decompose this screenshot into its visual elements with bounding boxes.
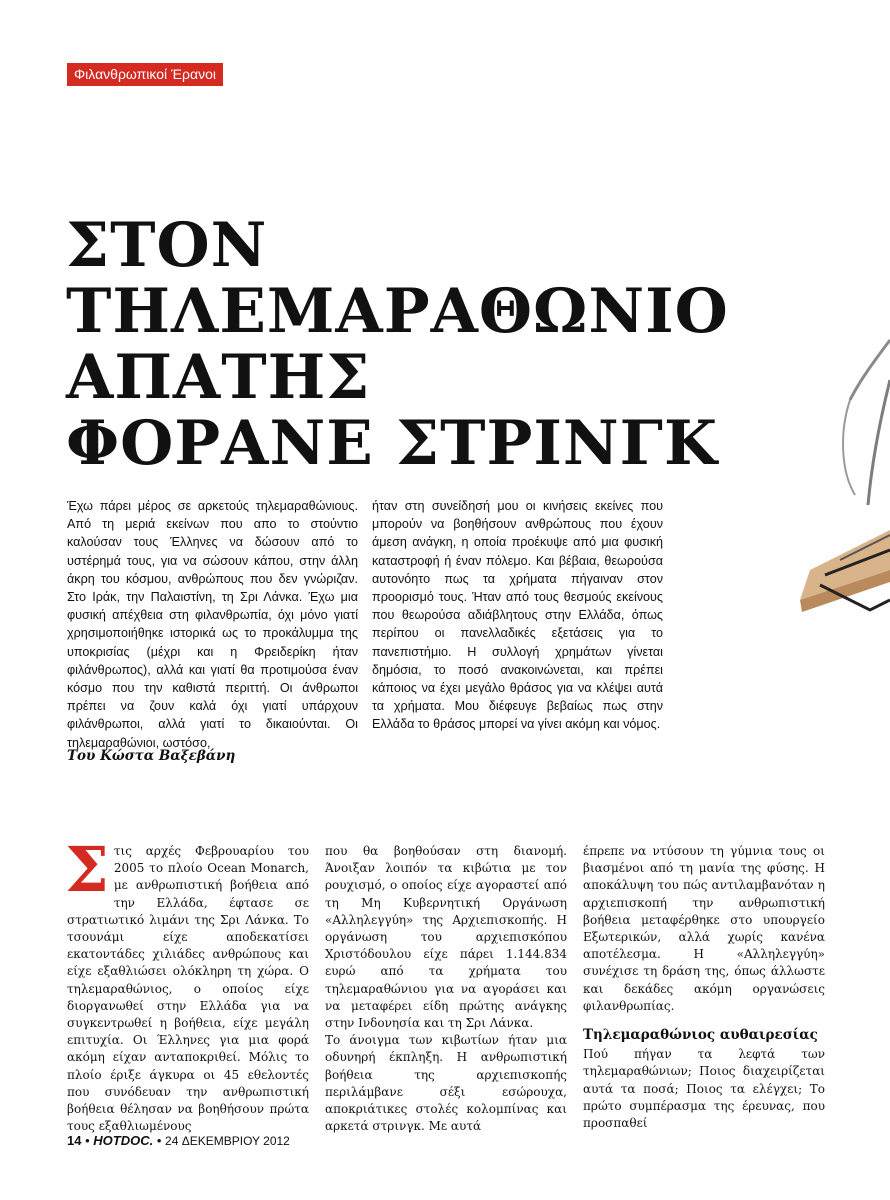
headline-line-1: ΣΤΟΝ — [66, 210, 268, 281]
page-footer — [67, 1133, 290, 1148]
headline — [66, 210, 729, 479]
drop-cap: Σ — [65, 833, 109, 906]
body-paragraph-3: Το άνοιγμα των κιβωτίων ήταν μια οδυνηρή έκπληξη. Η ανθρωπιστική βοήθεια της αρχιεπισκοπής περιλάμβανε σέξι εσώρουχα, αποκριάτικες στολές κολομπίνας και αρκετά στρινγκ. Με αυτά — [325, 1033, 567, 1134]
magazine-brand: HOTDOC. — [93, 1133, 154, 1148]
body-paragraph-5: Πού πήγαν τα λεφτά των τηλεμαραθώνιων; Ποιος διαχειρίζεται αυτά τα ποσά; Ποιος τα ελέγχει; Το πρώτο συμπέρασμα της έρευνας, που προσπαθεί — [583, 1047, 825, 1131]
section-tag: Φιλανθρωπικοί Έρανοι — [67, 63, 223, 86]
intro-column-2 — [372, 497, 663, 734]
subheading: Τηλεμαραθώνιος αυθαιρεσίας — [583, 1027, 818, 1044]
intro-paragraph-2: ήταν στη συνείδησή μου οι κινήσεις εκείνες που μπορούν να βοηθήσουν ανθρώπους που έχουν άμεση ανάγκη, η οποία προέκυψε από μια φυσική καταστροφή ή έναν πόλεμο. Και βέβαια, θεωρούσα αυτονόητο πως τα χρήματα πήγαιναν στον προορισμό τους. Ήταν από τους θεσμούς εκείνους που θεωρούσα αδιάβλητους στην Ελλάδα, όπως περίπου οι πανελλαδικές εξετάσεις για το πανεπιστήμιο. Η συλλογή χρημάτων γίνεται δημόσια, το ποσό ανακοινώνεται, και πρέπει κάποιος να έχει μεγάλο θράσος για να κλέψει αυτά τα χρήματα. Μου διέφευγε βεβαίως πως στην Ελλάδα το θράσος μπορεί να γίνει ακόμη και νόμος. — [372, 499, 663, 732]
body-paragraph-4: έπρεπε να ντύσουν τη γύμνια τους οι βιασμένοι από τη μανία της φύσης. Η αποκάλυψη του πώς αντιλαμβανόταν η αρχιεπισκοπή την ανθρωπιστική βοήθεια μεταφέρθηκε στο υπουργείο Εξωτερικών, αλλά χωρίς κανένα αποτέλεσμα. Η «Αλληλεγγύη» συνέχισε τη δράση της, όπως άλλωστε και δεκάδες ακόμη οργανώσεις φιλανθρωπίας. — [583, 844, 825, 1013]
intro-column-1 — [67, 497, 358, 752]
footer-bullet: • — [156, 1133, 162, 1148]
body-column-2 — [325, 843, 567, 1135]
issue-date: 24 ΔΕΚΕΜΒΡΙΟΥ 2012 — [165, 1134, 290, 1148]
page-number: 14 — [67, 1133, 82, 1148]
intro-paragraph-1: Έχω πάρει μέρος σε αρκετούς τηλεμαραθώνιους. Από τη μεριά εκείνων που απο το στούντιο καλούσαν τους Έλληνες να δώσουν από το υστέρημά τους, για να σώσουν κάπου, στην άλλη άκρη του κόσμου, ανθρώπους που δεν γνώριζαν. Στο Ιράκ, την Παλαιστίνη, τη Σρι Λάνκα. Έχω μια φυσική απέχθεια στη φιλανθρωπία, όχι μόνο γιατί χρησιμοποιήθηκε ιστορικά ως το προκάλυμμα της υποκρισίας (μέχρι και η Φρειδερίκη ήταν φιλάνθρωπος), αλλά και γιατί θα προτιμούσα έναν κόσμο που την καθιστά περιττή. Οι άνθρωποι πρέπει να ζουν καλά όχι γιατί υπάρχουν φιλάνθρωποι, αλλά γιατί το δικαιούνται. Οι τηλεμαραθώνιοι, ωστόσο, — [67, 499, 358, 750]
mousetrap-photo — [780, 320, 890, 760]
footer-bullet: • — [85, 1133, 90, 1148]
headline-line-3: ΑΠΑΤΗΣ — [66, 342, 371, 413]
headline-line-2: ΤΗΛΕΜΑΡΑΘΩΝΙΟ — [66, 276, 729, 347]
body-paragraph-2: που θα βοηθούσαν στη διανομή. Άνοιξαν λοιπόν τα κιβώτια με τον ρουχισμό, ο οποίος είχε αγοραστεί από τη Μη Κυβερνητική Οργάνωση «Αλληλεγγύη» της Αρχιεπισκοπής. Η οργάνωση του αρχιεπισκόπου Χριστόδουλου είχε πάρει 1.144.834 ευρώ από τα χρήματα του τηλεμαραθώνιου για να αγοράσει και να μεταφέρει είδη πρώτης ανάγκης στην Ινδονησία και τη Σρι Λάνκα. — [325, 844, 567, 1031]
body-column-1 — [65, 833, 309, 1135]
byline: Του Κώστα Βαξεβάνη — [67, 748, 236, 764]
body-column-3 — [583, 843, 825, 1132]
body-paragraph-1: τις αρχές Φεβρουαρίου του 2005 το πλοίο Ocean Monarch, με ανθρωπιστική βοήθεια από την Ελλάδα, έφτασε σε στρατιωτικό λιμάνι της Σρι Λάνκα. Το τσουνάμι είχε αποδεκατίσει εκατοντάδες χιλιάδες ανθρώπους και είχε εξαθλιώσει ολόκληρη τη χώρα. Ο τηλεμαραθώνιος, ο οποίος είχε διοργανωθεί στην Ελλάδα για να συγκεντρωθεί η βοήθεια, είχε μεγάλη επιτυχία. Οι Έλληνες για μια φορά ακόμη είχαν ανταποκριθεί. Μόλις το πλοίο έριξε άγκυρα οι 45 εθελοντές που συνόδευαν την ανθρωπιστική βοήθεια θέλησαν να βοηθήσουν πρώτα τους εξαθλιωμένους — [67, 844, 309, 1134]
headline-line-4: ΦΟΡΑΝΕ ΣΤΡΙΝΓΚ — [66, 408, 718, 479]
